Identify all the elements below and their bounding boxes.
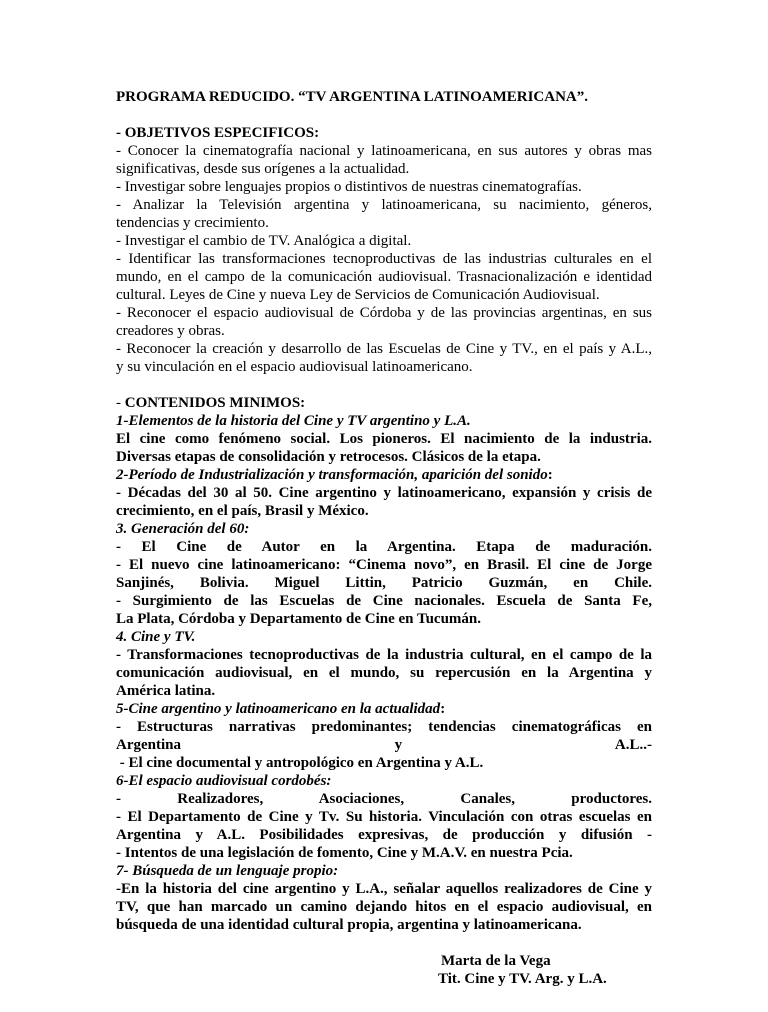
objetivo-item-1-line-1: - Conocer la cinematografía nacional y latinoamericana, en sus autores y obras mas	[116, 143, 652, 159]
objetivo-item-6-line-2: creadores y obras.	[116, 323, 225, 339]
section-5-body	[116, 718, 652, 772]
section-2-body-line-2: crecimiento, en el país, Brasil y México.	[116, 503, 369, 519]
objetivo-item-5-line-1: - Identificar las transformaciones tecnoproductivas de las industrias culturales en el	[116, 251, 652, 267]
section-3-body-line-3: Sanjinés, Bolivia. Miguel Littin, Patricio Guzmán, en Chile.	[116, 575, 652, 591]
section-6-body-line-2: - El Departamento de Cine y Tv. Su historia. Vinculación con otras escuelas en	[116, 809, 652, 825]
section-2-title: 2-Período de Industrialización y transformación, aparición del sonido	[116, 467, 548, 483]
section-2-title-line	[116, 466, 652, 484]
section-7-body-line-2: TV, que han marcado un camino dejando hitos en el espacio audiovisual, en	[116, 899, 652, 915]
objetivo-item-5-line-3: cultural. Leyes de Cine y nueva Ley de Servicios de Comunicación Audiovisual.	[116, 287, 600, 303]
section-1-title: 1-Elementos de la historia del Cine y TV argentino y L.A.	[116, 413, 471, 429]
objetivos-list	[116, 142, 652, 376]
objetivo-item-5-line-2: mundo, en el campo de la comunicación audiovisual. Trasnacionalización e identidad	[116, 269, 652, 285]
section-5-title-line	[116, 700, 652, 718]
section-2-colon: :	[547, 467, 553, 483]
section-3-body-line-2: - El nuevo cine latinoamericano: “Cinema novo”, en Brasil. El cine de Jorge	[116, 557, 652, 573]
section-7-body-line-1: -En la historia del cine argentino y L.A., señalar aquellos realizadores de Cine y	[116, 881, 652, 897]
section-7-body-line-3: búsqueda de una identidad cultural propia, argentina y latinoamericana.	[116, 917, 582, 933]
contenidos-list	[116, 412, 652, 934]
objetivo-item-7-line-2: y su vinculación en el espacio audiovisual latinoamericano.	[116, 359, 473, 375]
signature-name: Marta de la Vega	[441, 953, 551, 969]
section-5-title: 5-Cine argentino y latinoamericano en la actualidad	[116, 701, 441, 717]
contenidos-heading-text: CONTENIDOS MINIMOS:	[124, 395, 306, 411]
section-4-body	[116, 646, 652, 700]
section-5-body-line-3: - El cine documental y antropológico en Argentina y A.L.	[116, 755, 484, 771]
section-1-body-line-2: Diversas etapas de consolidación y retrocesos. Clásicos de la etapa.	[116, 449, 541, 465]
objetivo-item-3-line-2: tendencias y crecimiento.	[116, 215, 269, 231]
section-4-title: 4. Cine y TV.	[116, 629, 196, 645]
section-5-colon: :	[440, 701, 446, 717]
contenidos-dash: -	[116, 395, 125, 411]
objetivo-item-2-line-1: - Investigar sobre lenguajes propios o distintivos de nuestras cinematografías.	[116, 179, 582, 195]
section-7-body	[116, 880, 652, 934]
objetivos-heading: - OBJETIVOS ESPECIFICOS:	[116, 125, 320, 141]
section-1-body-line-1: El cine como fenómeno social. Los pioneros. El nacimiento de la industria.	[116, 431, 652, 447]
section-6-body-line-4: - Intentos de una legislación de fomento, Cine y M.A.V. en nuestra Pcia.	[116, 845, 573, 861]
objetivo-item-4-line-1: - Investigar el cambio de TV. Analógica a digital.	[116, 233, 412, 249]
section-7-title: 7- Búsqueda de un lenguaje propio:	[116, 863, 339, 879]
objetivo-item-1-line-2: significativas, desde sus orígenes a la actualidad.	[116, 161, 410, 177]
section-5-body-line-1: - Estructuras narrativas predominantes; tendencias cinematográficas en	[116, 719, 652, 735]
document-page	[116, 88, 652, 1012]
section-6-body-line-1: - Realizadores, Asociaciones, Canales, productores.	[116, 791, 652, 807]
section-6-body	[116, 790, 652, 862]
section-1-body	[116, 430, 652, 466]
section-3-body	[116, 538, 652, 628]
objetivo-item-3-line-1: - Analizar la Televisión argentina y latinoamericana, su nacimiento, géneros,	[116, 197, 652, 213]
section-3-title: 3. Generación del 60:	[116, 521, 250, 537]
section-3-body-line-4: - Surgimiento de las Escuelas de Cine nacionales. Escuela de Santa Fe,	[116, 593, 652, 609]
contenidos-heading	[116, 394, 652, 412]
section-4-body-line-1: - Transformaciones tecnoproductivas de la industria cultural, en el campo de la	[116, 647, 652, 663]
section-3-body-line-1: - El Cine de Autor en la Argentina. Etapa de maduración.	[116, 539, 652, 555]
signature-block	[116, 952, 652, 1012]
objetivo-item-7-line-1: - Reconocer la creación y desarrollo de las Escuelas de Cine y TV., en el país y A.L.,	[116, 341, 652, 357]
section-5-body-line-2: Argentina y A.L..-	[116, 737, 652, 753]
section-4-body-line-2: comunicación audiovisual, en el mundo, su repercusión en la Argentina y	[116, 665, 652, 681]
section-4-body-line-3: América latina.	[116, 683, 216, 699]
document-title: PROGRAMA REDUCIDO. “TV ARGENTINA LATINOAMERICANA”.	[116, 89, 588, 105]
section-2-body	[116, 484, 652, 520]
section-3-body-line-5: La Plata, Córdoba y Departamento de Cine en Tucumán.	[116, 611, 482, 627]
signature-role: Tit. Cine y TV. Arg. y L.A.	[438, 971, 607, 987]
objetivo-item-6-line-1: - Reconocer el espacio audiovisual de Córdoba y de las provincias argentinas, en sus	[116, 305, 652, 321]
section-6-body-line-3: Argentina y A.L. Posibilidades expresivas, de producción y difusión -	[116, 827, 652, 843]
section-2-body-line-1: - Décadas del 30 al 50. Cine argentino y latinoamericano, expansión y crisis de	[116, 485, 652, 501]
section-6-title: 6-El espacio audiovisual cordobés:	[116, 773, 332, 789]
